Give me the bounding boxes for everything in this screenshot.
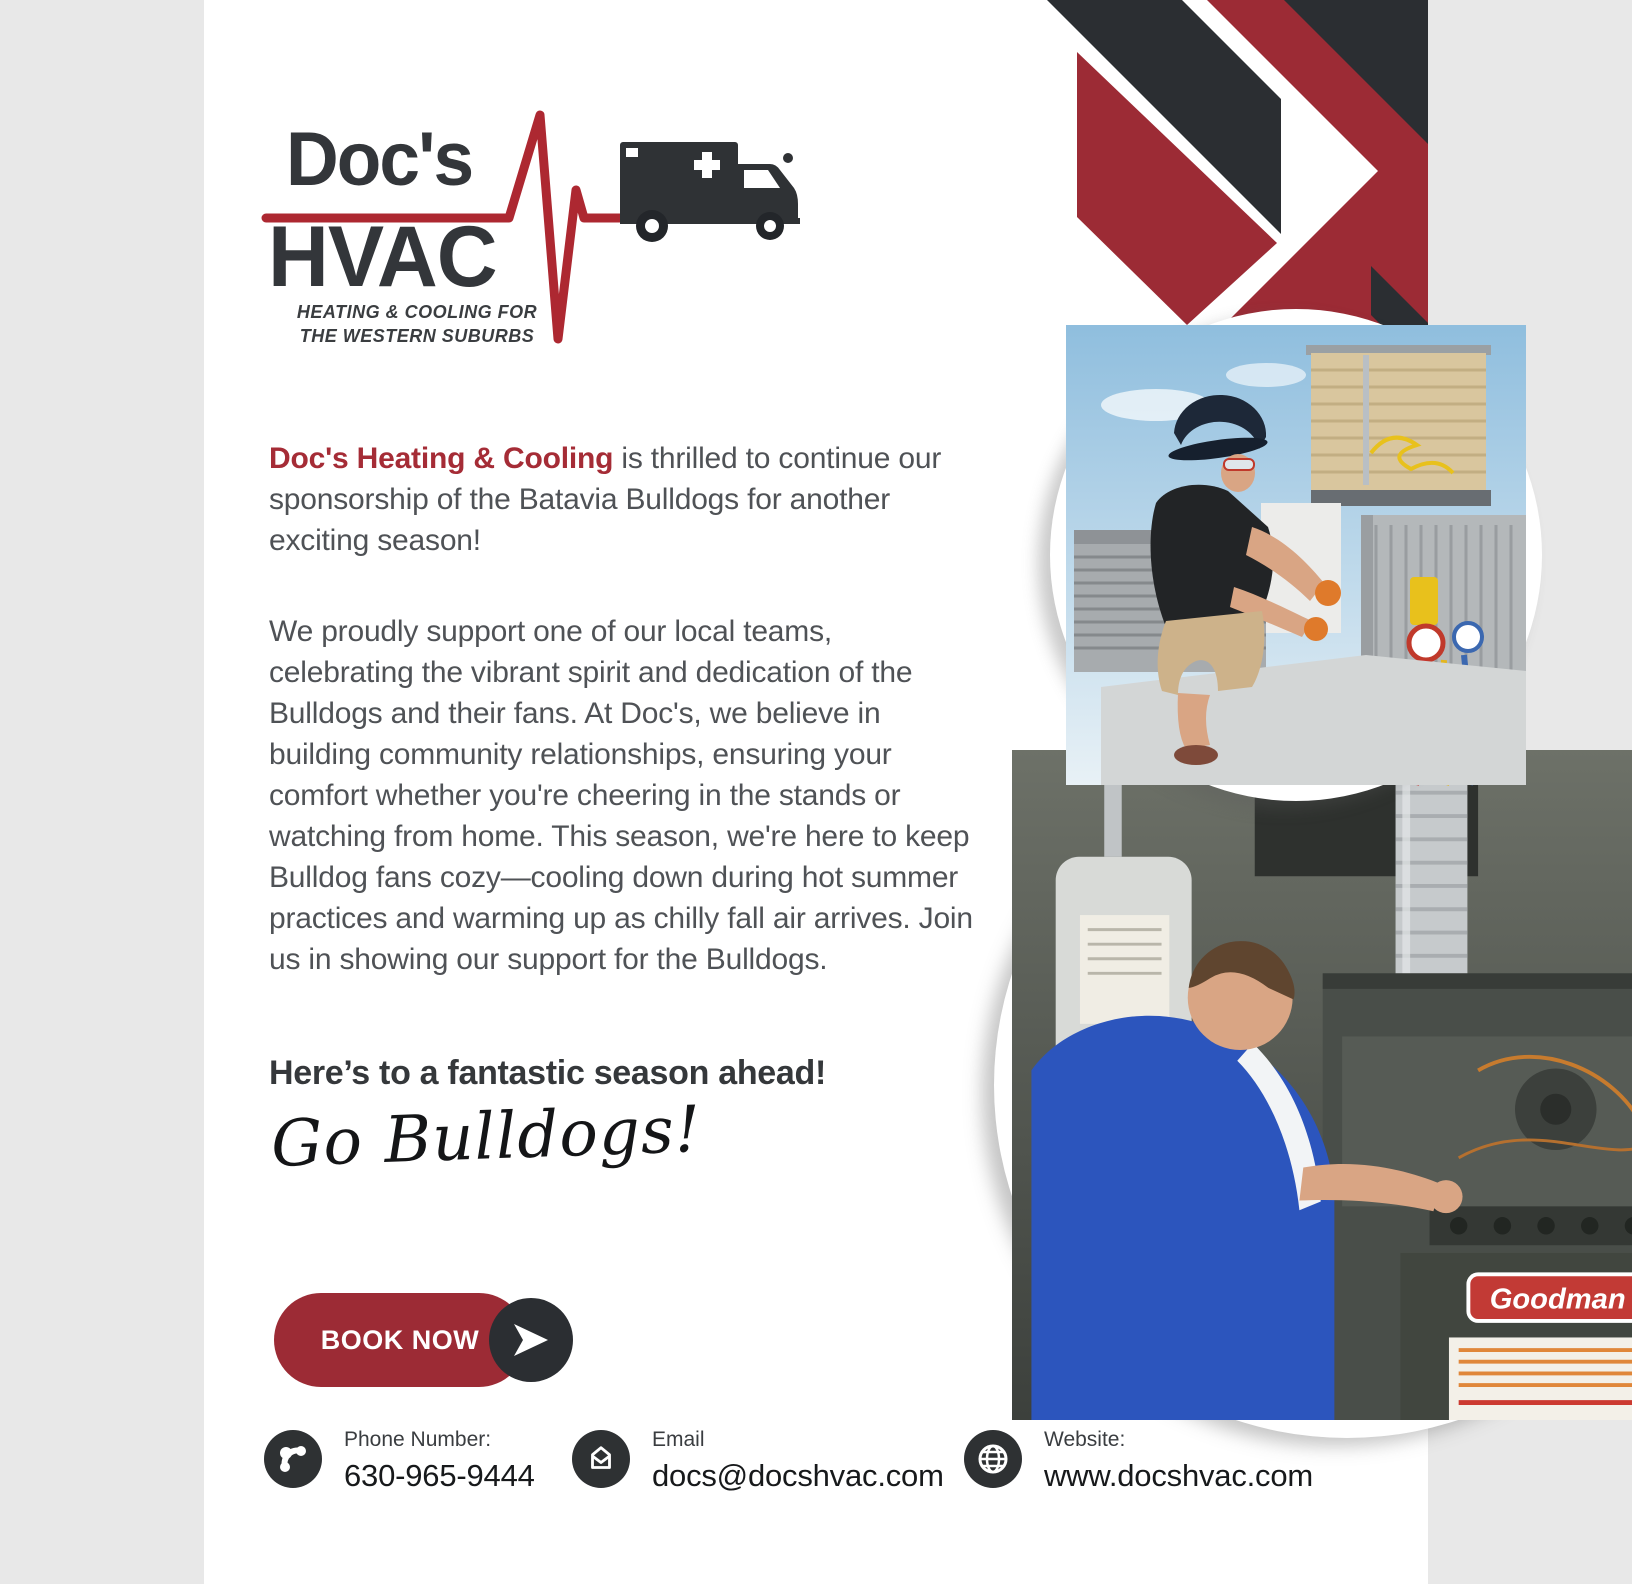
contact-email xyxy=(572,1428,944,1494)
contact-phone xyxy=(264,1428,535,1494)
contact-website xyxy=(964,1428,1313,1494)
red-gauge xyxy=(1409,626,1443,660)
logo-tagline-line1: HEATING & COOLING FOR xyxy=(296,302,538,322)
flue-pipe xyxy=(1396,750,1468,1012)
goodman-badge-text: Goodman xyxy=(1489,1283,1626,1316)
email-value[interactable]: docs@docshvac.com xyxy=(652,1458,944,1493)
goodman-badge xyxy=(1468,1274,1632,1321)
blue-gauge xyxy=(1454,623,1482,651)
rooftop-technician-photo-frame xyxy=(1050,309,1542,801)
furnace-spec-label xyxy=(1449,1337,1632,1420)
company-logo xyxy=(266,112,846,357)
cta-arrow-button[interactable] xyxy=(489,1298,573,1382)
email-label: Email xyxy=(652,1428,705,1451)
flyer-page xyxy=(204,0,1626,1584)
go-bulldogs-script: Go Bulldogs! xyxy=(270,1092,703,1182)
phone-value[interactable]: 630-965-9444 xyxy=(344,1458,535,1493)
furnace-technician-photo-frame xyxy=(994,732,1632,1438)
logo-tagline-line2: THE WESTERN SUBURBS xyxy=(299,326,535,346)
book-now-label: BOOK NOW xyxy=(320,1324,480,1355)
arrow-right-icon xyxy=(513,1323,549,1357)
furnace-technician-photo xyxy=(1012,750,1632,1420)
intro-lead-bold: Doc's Heating & Cooling xyxy=(269,442,614,475)
rooftop-technician-photo xyxy=(1066,325,1526,785)
phone-label: Phone Number: xyxy=(344,1428,492,1451)
ambulance-icon xyxy=(618,130,828,260)
closing-headline: Here’s to a fantastic season ahead! xyxy=(269,1054,827,1092)
meter-bracket xyxy=(1410,577,1438,625)
intro-paragraph xyxy=(269,438,981,561)
website-value[interactable]: www.docshvac.com xyxy=(1044,1458,1314,1493)
logo-name-docs: Doc's xyxy=(286,117,473,202)
intro-lead-rest: is thrilled to continue our sponsorship of the Batavia Bulldogs for another exciting season! xyxy=(269,442,942,557)
logo-name-hvac: HVAC xyxy=(268,209,497,305)
website-label: Website: xyxy=(1044,1428,1126,1451)
body-paragraph: We proudly support one of our local teams, celebrating the vibrant spirit and dedication of the Bulldogs and their fans. At Doc's, we believe in building community relationships, ensuring your comfort whether you're cheering in the stands or watching from home. This season, we're here to keep Bulldog fans cozy—cooling down during hot summer practices and warming up as chilly fall air arrives. Join us in showing our support for the Bulldogs. xyxy=(269,615,973,976)
globe-icon xyxy=(964,1430,1022,1488)
email-icon xyxy=(572,1430,630,1488)
phone-icon xyxy=(264,1430,322,1488)
book-now-button[interactable] xyxy=(274,1293,574,1387)
